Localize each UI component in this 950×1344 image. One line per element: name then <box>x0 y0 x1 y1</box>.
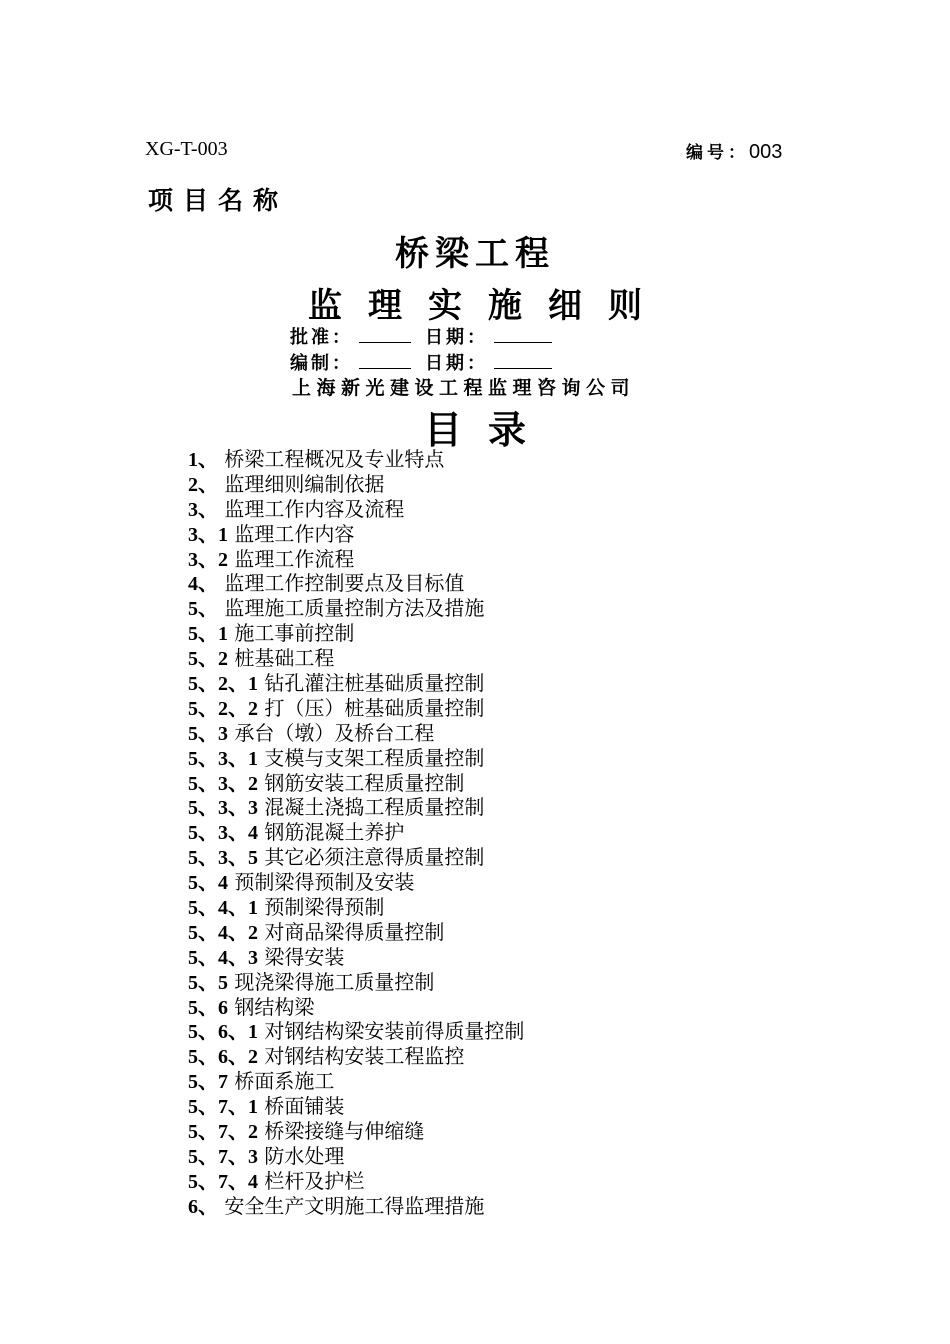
document-title: 桥梁工程 <box>395 234 555 274</box>
toc-item-number: 5、3、4 <box>188 822 258 845</box>
toc-item-number: 3、1 <box>188 523 228 546</box>
approve-signature-line <box>359 326 411 343</box>
toc-item-number: 5、6、1 <box>188 1021 258 1044</box>
toc-item <box>188 522 524 547</box>
toc-item-text: 防水处理 <box>258 1143 345 1168</box>
toc-item <box>188 945 524 970</box>
toc-item-number: 5、2、1 <box>188 673 258 696</box>
toc-item-number: 5、7、2 <box>188 1121 258 1144</box>
toc-item-text: 钻孔灌注桩基础质量控制 <box>258 671 485 696</box>
approve-label: 批准： <box>290 327 353 348</box>
toc-item-number: 5、7、1 <box>188 1096 258 1119</box>
toc-item <box>188 447 524 472</box>
toc-item-text: 桥面系施工 <box>228 1069 335 1094</box>
toc-item-number: 4、 <box>188 573 218 596</box>
toc-item-text: 监理工作流程 <box>228 546 355 571</box>
toc-item-number: 6、 <box>188 1195 218 1218</box>
toc-item <box>188 895 524 920</box>
toc-item <box>188 497 524 522</box>
toc-item <box>188 1119 524 1144</box>
toc-item-number: 3、2 <box>188 548 228 571</box>
compile-date-line <box>494 352 552 369</box>
toc-item-text: 钢筋安装工程质量控制 <box>258 770 465 795</box>
toc-item <box>188 820 524 845</box>
toc-item-number: 5、3、3 <box>188 797 258 820</box>
toc-item-text: 栏杆及护栏 <box>258 1168 365 1193</box>
table-of-contents <box>188 447 524 1219</box>
document-number-value: 003 <box>749 141 783 163</box>
toc-item-text: 桥梁工程概况及专业特点 <box>218 447 445 471</box>
toc-item-text: 其它必须注意得质量控制 <box>258 845 485 870</box>
toc-item <box>188 995 524 1020</box>
document-number <box>686 138 782 164</box>
toc-item-number: 3、 <box>188 498 218 521</box>
toc-item-text: 对钢结构安装工程监控 <box>258 1044 465 1069</box>
toc-item-text: 监理工作内容 <box>228 521 355 546</box>
toc-item-text: 支模与支架工程质量控制 <box>258 745 485 770</box>
toc-item <box>188 596 524 621</box>
toc-item-text: 桥面铺装 <box>258 1094 345 1119</box>
toc-item <box>188 721 524 746</box>
company-name: 上海新光建设工程监理咨询公司 <box>292 377 636 399</box>
toc-item <box>188 1144 524 1169</box>
toc-title: 目录 <box>423 408 552 452</box>
toc-item <box>188 771 524 796</box>
approve-date-label: 日期： <box>425 327 488 348</box>
toc-item-number: 5、7、3 <box>188 1145 258 1168</box>
toc-item-text: 安全生产文明施工得监理措施 <box>218 1193 485 1218</box>
toc-item-number: 5、4 <box>188 872 228 895</box>
toc-item <box>188 920 524 945</box>
toc-item <box>188 472 524 497</box>
toc-item-text: 钢结构梁 <box>228 994 315 1019</box>
toc-item-text: 预制梁得预制及安装 <box>228 870 415 895</box>
document-subtitle: 监理实施细则 <box>308 286 668 326</box>
toc-item-text: 监理细则编制依据 <box>218 471 385 496</box>
toc-item-text: 混凝土浇捣工程质量控制 <box>258 795 485 820</box>
toc-item-number: 1、 <box>188 449 218 471</box>
toc-item <box>188 1019 524 1044</box>
toc-item-number: 5、6、2 <box>188 1046 258 1069</box>
toc-item <box>188 646 524 671</box>
toc-item-number: 5、5 <box>188 971 228 994</box>
toc-item <box>188 870 524 895</box>
toc-item-text: 桥梁接缝与伸缩缝 <box>258 1119 425 1144</box>
toc-item-text: 承台（墩）及桥台工程 <box>228 720 435 745</box>
toc-item <box>188 746 524 771</box>
compile-signature-line <box>359 352 411 369</box>
toc-item <box>188 547 524 572</box>
toc-item-text: 施工事前控制 <box>228 621 355 646</box>
toc-item <box>188 671 524 696</box>
toc-item-text: 钢筋混凝土养护 <box>258 820 405 845</box>
toc-item-text: 梁得安装 <box>258 944 345 969</box>
toc-item-text: 对钢结构梁安装前得质量控制 <box>258 1019 525 1044</box>
toc-item-number: 5、1 <box>188 623 228 646</box>
toc-item <box>188 1069 524 1094</box>
toc-item-text: 预制梁得预制 <box>258 895 385 920</box>
toc-item-number: 5、4、3 <box>188 946 258 969</box>
toc-item-text: 监理工作控制要点及目标值 <box>218 571 465 596</box>
toc-item-number: 5、7 <box>188 1071 228 1094</box>
toc-item-number: 5、3、2 <box>188 772 258 795</box>
toc-item-number: 5、3、5 <box>188 847 258 870</box>
approve-date-line <box>494 326 552 343</box>
document-code: XG-T-003 <box>145 138 228 160</box>
toc-item-text: 打（压）桩基础质量控制 <box>258 695 485 720</box>
toc-item-number: 5、4、1 <box>188 897 258 920</box>
toc-item-number: 5、3、1 <box>188 747 258 770</box>
approval-row <box>290 323 552 349</box>
toc-item-text: 监理工作内容及流程 <box>218 496 405 521</box>
toc-item-number: 5、4、2 <box>188 921 258 944</box>
toc-item-number: 5、7、4 <box>188 1170 258 1193</box>
toc-item-text: 对商品梁得质量控制 <box>258 919 445 944</box>
toc-item <box>188 571 524 596</box>
toc-item <box>188 1194 524 1219</box>
toc-item-number: 5、3 <box>188 722 228 745</box>
toc-item-number: 5、2、2 <box>188 697 258 720</box>
toc-item <box>188 696 524 721</box>
toc-item-text: 监理施工质量控制方法及措施 <box>218 596 485 621</box>
toc-item-text: 桩基础工程 <box>228 646 335 671</box>
toc-item <box>188 1169 524 1194</box>
toc-item <box>188 621 524 646</box>
compile-row <box>290 349 552 375</box>
toc-item <box>188 1094 524 1119</box>
toc-item <box>188 845 524 870</box>
project-name: 项目名称 <box>148 186 289 215</box>
toc-item <box>188 970 524 995</box>
toc-item-number: 2、 <box>188 473 218 496</box>
document-number-label: 编号： <box>686 143 749 163</box>
toc-item-number: 5、6 <box>188 996 228 1019</box>
toc-item-number: 5、 <box>188 598 218 621</box>
compile-label: 编制： <box>290 353 353 374</box>
toc-item-number: 5、2 <box>188 648 228 671</box>
toc-item-text: 现浇梁得施工质量控制 <box>228 969 435 994</box>
toc-item <box>188 1044 524 1069</box>
compile-date-label: 日期： <box>425 353 488 374</box>
toc-item <box>188 795 524 820</box>
